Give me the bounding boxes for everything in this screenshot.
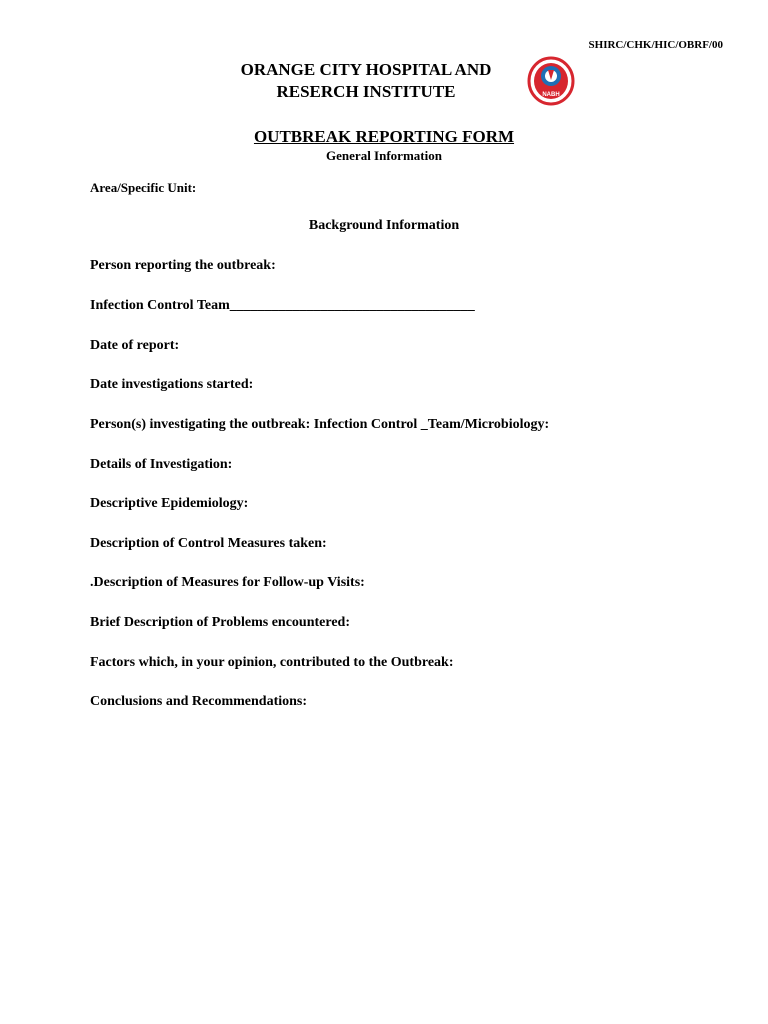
field-details-of-investigation: Details of Investigation: — [90, 457, 233, 472]
field-follow-up-measures: .Description of Measures for Follow-up Visits: — [90, 575, 365, 590]
hospital-name-line-1: ORANGE CITY HOSPITAL AND — [240, 60, 492, 79]
field-infection-control-team: Infection Control Team___________________________________ — [90, 298, 475, 313]
field-control-measures: Description of Control Measures taken: — [90, 536, 327, 551]
hospital-name-line-2: RESERCH INSTITUTE — [276, 82, 456, 101]
nabh-logo — [527, 56, 575, 106]
hospital-name — [200, 59, 532, 103]
document-code: SHIRC/CHK/HIC/OBRF/00 — [588, 39, 723, 51]
field-problems-encountered: Brief Description of Problems encountered: — [90, 615, 350, 630]
field-person-reporting: Person reporting the outbreak: — [90, 258, 276, 273]
nabh-logo-text: NABH — [542, 92, 560, 98]
field-persons-investigating: Person(s) investigating the outbreak: Infection Control _Team/Microbiology: — [90, 417, 550, 432]
field-date-of-report: Date of report: — [90, 338, 180, 353]
area-unit-label: Area/Specific Unit: — [90, 180, 197, 195]
field-date-investigations-started: Date investigations started: — [90, 377, 254, 392]
field-conclusions: Conclusions and Recommendations: — [90, 694, 308, 709]
background-information-heading: Background Information — [308, 218, 460, 233]
form-title: OUTBREAK REPORTING FORM — [253, 127, 515, 146]
field-descriptive-epidemiology: Descriptive Epidemiology: — [90, 496, 249, 511]
field-contributing-factors: Factors which, in your opinion, contributed to the Outbreak: — [90, 655, 454, 670]
general-information-heading: General Information — [326, 148, 442, 163]
